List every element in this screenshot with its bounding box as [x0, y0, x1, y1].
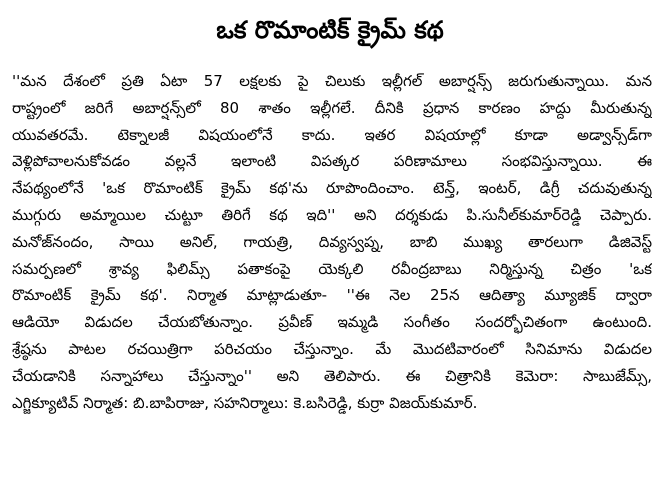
article-line: రొమాంటిక్ క్రైమ్ కథ'. నిర్మాత మాట్లాడుతూ- ''ఈ నెల 25న ఆదిత్యా మ్యూజిక్ ద్వారా	[12, 286, 652, 305]
article-line: ముగ్గురు అమ్మాయిల చుట్టూ తిరిగే కథ ఇది'' అని దర్శకుడు పి.సునీల్‌కుమార్‌రెడ్డి చెప్పారు.	[12, 205, 652, 224]
article-line: శ్రేష్ఠను పాటల రచయిత్రిగా పరిచయం చేస్తున్నాం. మే మొదటివారంలో సినిమాను విడుదల	[12, 339, 652, 358]
article-line: సమర్పణలో శ్రావ్య ఫిలిమ్స్ పతాకంపై యెక్కలి రవీంద్రబాబు నిర్మిస్తున్న చిత్రం 'ఒక	[12, 259, 652, 278]
article-line: చేయడానికి సన్నాహాలు చేస్తున్నాం'' అని తెలిపారు. ఈ చిత్రానికి కెమెరా: సాబుజేమ్స్,	[12, 366, 652, 385]
article-line: ''మన దేశంలో ప్రతి ఏటా 57 లక్షలకు పై చిలుకు ఇల్లీగల్ అబార్షన్స్ జరుగుతున్నాయి. మన	[12, 72, 652, 90]
article-line: యువతరమే. టెక్నాలజీ విషయంలోనే కాదు. ఇతర విషయాల్లో కూడా అడ్వాన్స్‌డ్‌గా	[12, 125, 652, 144]
article-line: రాష్ట్రంలో జరిగే అబార్షన్స్‌లో 80 శాతం ఇల్లీగలే. దీనికి ప్రధాన కారణం హద్దు మీరుతున్న	[12, 98, 652, 117]
article-line: ఎగ్జిక్యూటివ్ నిర్మాత: బి.బాపిరాజు, సహనిర్మాలు: కె.బసిరెడ్డి, కుర్రా విజయ్‌కుమార్.	[12, 393, 478, 412]
article-line: నేపథ్యంలోనే 'ఒక రొమాంటిక్ క్రైమ్ కథ'ను రూపొందించాం. టెన్త్, ఇంటర్, డిగ్రీ చదువుతున్న	[12, 179, 652, 198]
article-line: వెళ్లిపోవాలనుకోవడం వల్లనే ఇలాంటి విపత్కర పరిణామాలు సంభవిస్తున్నాయి. ఈ	[12, 152, 652, 171]
article-body	[12, 68, 652, 416]
article-line: మనోజ్‌నందం, సాయి అనిల్, గాయత్రి, దివ్యస్వప్న, బాబి ముఖ్య తారలుగా డిజివెస్ట్	[12, 232, 652, 251]
article-headline: ఒక రొమాంటిక్ క్రైమ్ కథ	[216, 16, 444, 44]
article-line: ఆడియో విడుదల చేయబోతున్నాం. ప్రవీణ్ ఇమ్మడి సంగీతం సందర్భోచితంగా ఉంటుంది.	[12, 313, 652, 332]
